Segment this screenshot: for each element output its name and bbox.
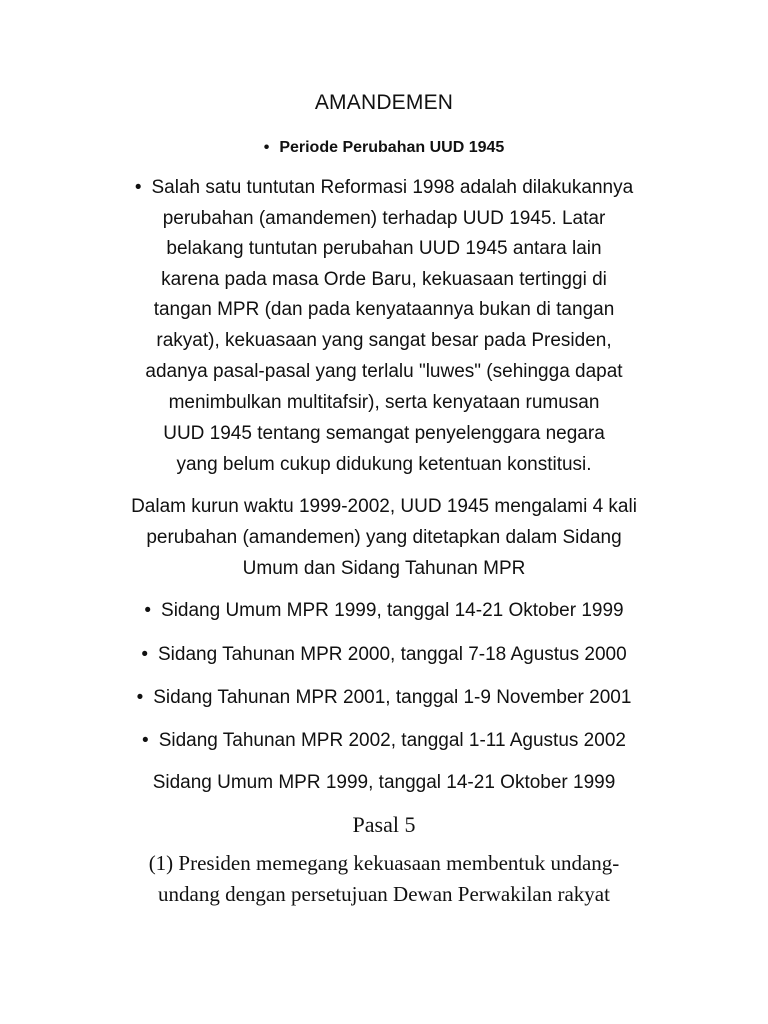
- reform-line-9: UUD 1945 tentang semangat penyelenggara negara: [163, 423, 605, 444]
- bullet-icon: •: [134, 177, 142, 198]
- list-item: [0, 729, 768, 753]
- reform-line-1: [0, 176, 768, 200]
- intro-line-2: perubahan (amandemen) yang ditetapkan dalam Sidang: [146, 527, 622, 548]
- reform-line-3: belakang tuntutan perubahan UUD 1945 antara lain: [166, 238, 602, 259]
- list-item: [0, 686, 768, 710]
- bullet-icon: •: [141, 644, 148, 665]
- intro-line-3: Umum dan Sidang Tahunan MPR: [242, 558, 526, 579]
- reform-line-6: rakyat), kekuasaan yang sangat besar pada Presiden,: [156, 330, 612, 351]
- bullet-icon: •: [263, 139, 270, 156]
- pasal-line-2: undang dengan persetujuan Dewan Perwakilan rakyat: [158, 882, 610, 906]
- subtitle-text: Periode Perubahan UUD 1945: [279, 139, 505, 156]
- session-text: Sidang Tahunan MPR 2001, tanggal 1-9 November 2001: [153, 687, 632, 708]
- reform-line-1-text: Salah satu tuntutan Reformasi 1998 adalah dilakukannya: [151, 177, 634, 198]
- reform-line-4: karena pada masa Orde Baru, kekuasaan tertinggi di: [161, 269, 607, 290]
- subtitle-bullet-item: [0, 136, 768, 160]
- reform-line-5: tangan MPR (dan pada kenyataannya bukan di tangan: [153, 299, 615, 320]
- session-repeat-line: Sidang Umum MPR 1999, tanggal 14-21 Oktober 1999: [152, 772, 616, 793]
- session-text: Sidang Umum MPR 1999, tanggal 14-21 Oktober 1999: [161, 600, 624, 621]
- intro-line-1: Dalam kurun waktu 1999-2002, UUD 1945 mengalami 4 kali: [131, 496, 637, 517]
- reform-line-2: perubahan (amandemen) terhadap UUD 1945. Latar: [162, 208, 606, 229]
- document-title: AMANDEMEN: [314, 91, 454, 114]
- reform-line-8: menimbulkan multitafsir), serta kenyataan rumusan: [168, 392, 600, 413]
- session-text: Sidang Tahunan MPR 2002, tanggal 1-11 Agustus 2002: [158, 730, 626, 751]
- session-text: Sidang Tahunan MPR 2000, tanggal 7-18 Agustus 2000: [157, 644, 627, 665]
- list-item: [0, 643, 768, 667]
- bullet-icon: •: [142, 730, 149, 751]
- list-item: [0, 599, 768, 623]
- pasal-heading: Pasal 5: [352, 812, 416, 837]
- bullet-icon: •: [144, 600, 152, 621]
- bullet-icon: •: [136, 687, 144, 708]
- pasal-line-1: (1) Presiden memegang kekuasaan membentuk undang-: [148, 851, 620, 875]
- reform-line-10: yang belum cukup didukung ketentuan konstitusi.: [176, 454, 592, 475]
- reform-line-7: adanya pasal-pasal yang terlalu "luwes" (sehingga dapat: [145, 361, 623, 382]
